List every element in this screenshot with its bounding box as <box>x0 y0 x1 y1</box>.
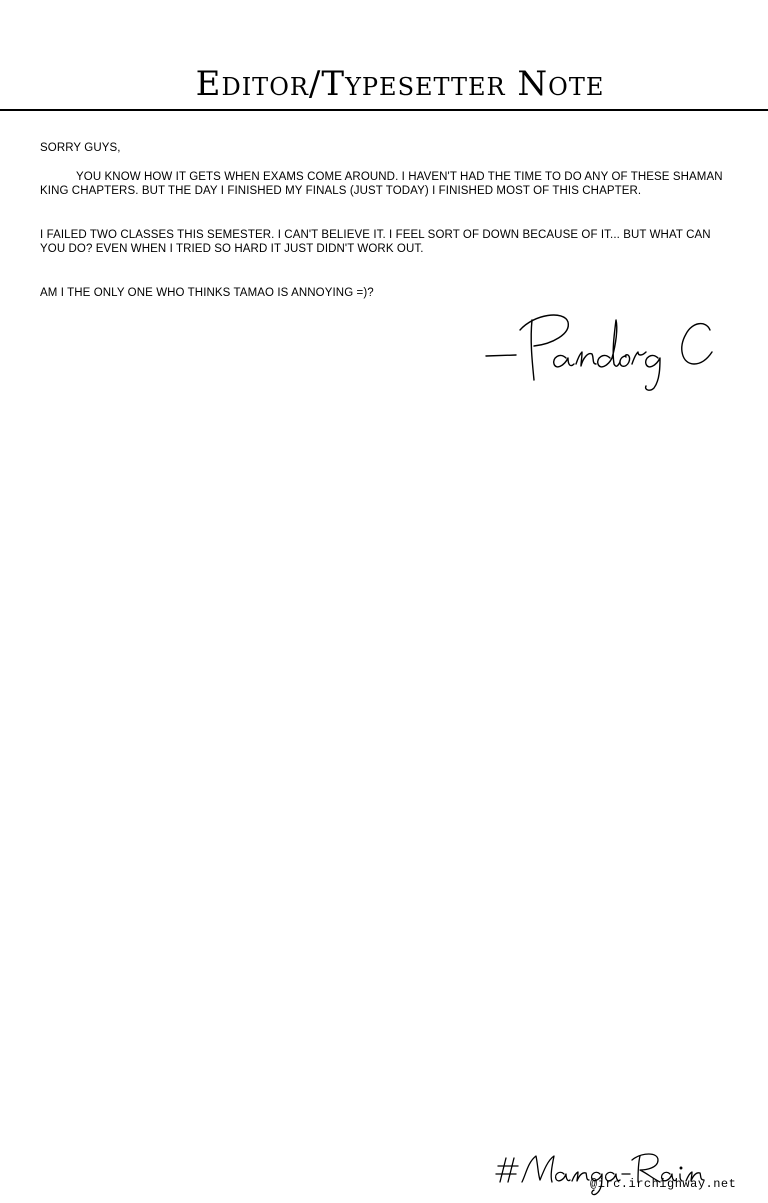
note-greeting: SORRY GUYS, <box>40 142 121 154</box>
page-title: Editor/Typesetter Note <box>195 64 605 104</box>
title-divider <box>0 109 768 111</box>
note-paragraph-3: AM I THE ONLY ONE WHO THINKS TAMAO IS ANNOYING =)? <box>40 287 374 299</box>
note-paragraph-2: I FAILED TWO CLASSES THIS SEMESTER. I CAN'T BELIEVE IT. I FEEL SORT OF DOWN BECAUSE OF IT... BUT WHAT CAN YOU DO? EVEN WHEN I TRIED SO HARD IT JUST DIDN'T WORK OUT. <box>40 229 711 255</box>
note-paragraph-1: YOU KNOW HOW IT GETS WHEN EXAMS COME AROUND. I HAVEN'T HAD THE TIME TO DO ANY OF THESE SHAMAN KING CHAPTERS. BUT THE DAY I FINISHED MY FINALS (JUST TODAY) I FINISHED MOST OF THIS CHAPTER. <box>40 171 723 197</box>
handwritten-signature-graphic <box>482 300 722 400</box>
irc-server-address: @irc.irchighway.net <box>590 1177 737 1191</box>
signature <box>482 300 722 400</box>
